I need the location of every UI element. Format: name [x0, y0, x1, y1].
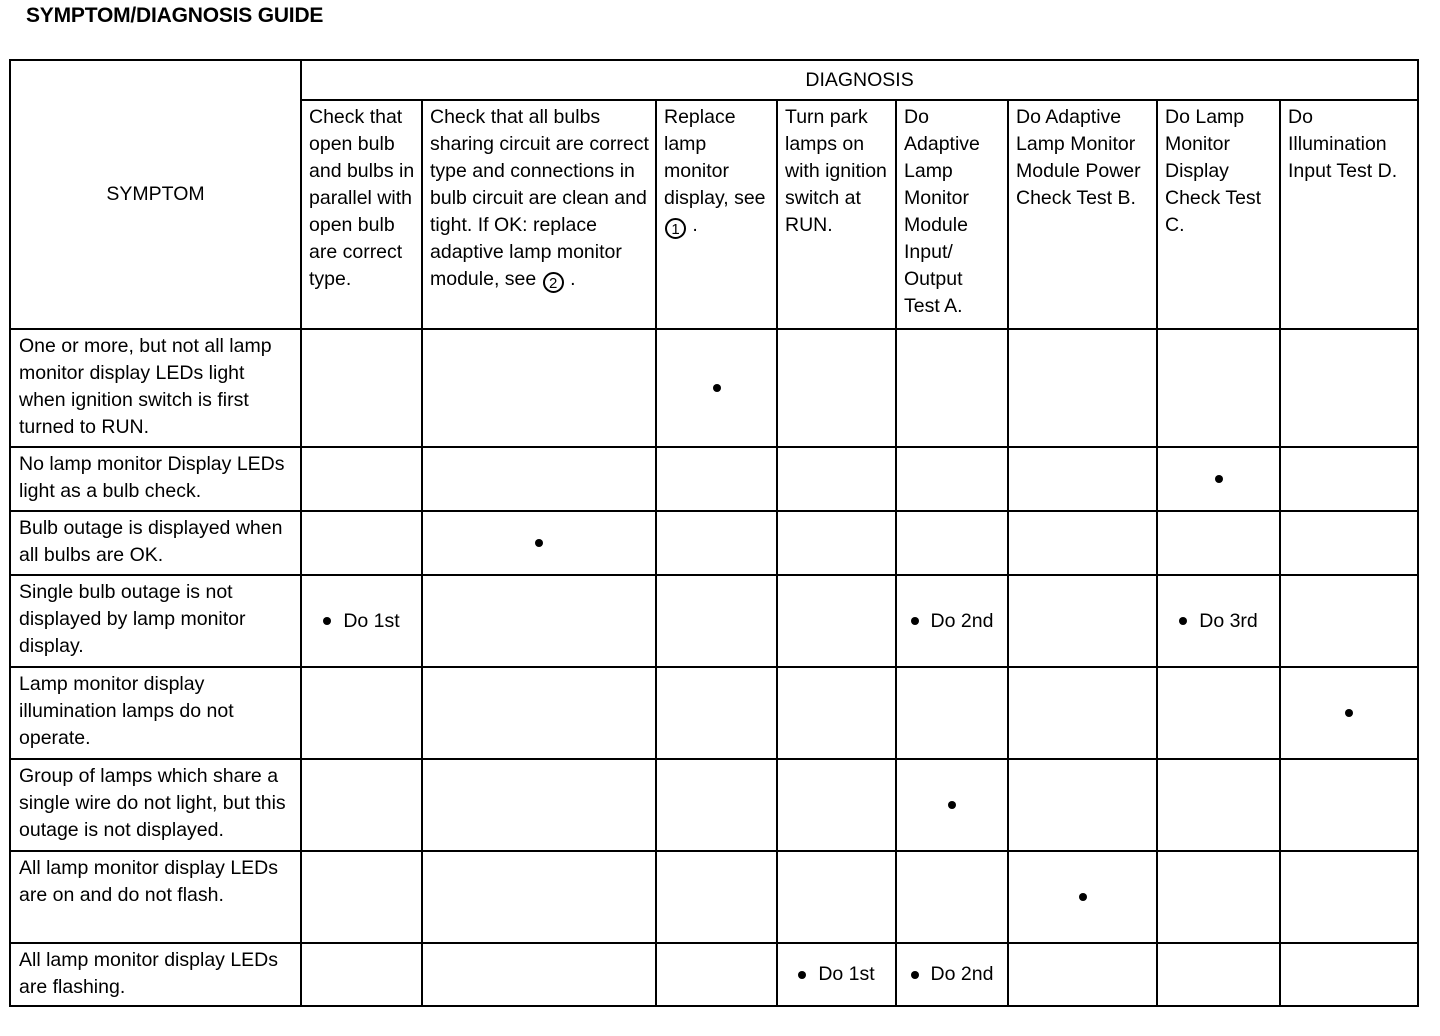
diagnosis-cell	[777, 575, 896, 667]
diagnosis-cell	[1008, 943, 1157, 1006]
diagnosis-mark	[798, 961, 874, 988]
diagnosis-cell	[656, 759, 777, 851]
diagnosis-cell	[656, 447, 777, 511]
diagnosis-cell	[1008, 667, 1157, 759]
table-row	[10, 943, 1418, 1006]
table-row	[10, 667, 1418, 759]
bullet-dot-icon	[1215, 475, 1223, 483]
diagnosis-col-text-end: .	[570, 268, 576, 290]
symptom-cell: Group of lamps which share a single wire do not light, but this outage is not displayed.	[10, 759, 301, 851]
diagnosis-mark	[1079, 884, 1087, 911]
symptom-cell: One or more, but not all lamp monitor display LEDs light when ignition switch is first turned to RUN.	[10, 329, 301, 447]
bullet-dot-icon	[1179, 617, 1187, 625]
symptom-cell: No lamp monitor Display LEDs light as a bulb check.	[10, 447, 301, 511]
diagnosis-cell	[422, 943, 656, 1006]
diagnosis-mark	[948, 792, 956, 819]
table-row	[10, 851, 1418, 943]
diagnosis-cell	[422, 759, 656, 851]
diagnosis-cell	[777, 667, 896, 759]
diagnosis-cell	[1157, 575, 1280, 667]
diagnosis-cell	[1008, 851, 1157, 943]
diagnosis-cell	[896, 575, 1008, 667]
diagnosis-cell	[896, 447, 1008, 511]
diagnosis-cell	[1157, 329, 1280, 447]
diagnosis-cell	[1280, 511, 1418, 575]
diagnosis-cell	[301, 943, 422, 1006]
bullet-dot-icon	[1345, 709, 1353, 717]
table-row	[10, 511, 1418, 575]
table-row	[10, 447, 1418, 511]
diagnosis-cell	[301, 851, 422, 943]
symptom-diagnosis-table	[9, 59, 1419, 1007]
diagnosis-mark	[911, 607, 994, 634]
diagnosis-cell	[301, 667, 422, 759]
bullet-dot-icon	[713, 384, 721, 392]
symptom-cell: Single bulb outage is not displayed by lamp monitor display.	[10, 575, 301, 667]
diagnosis-cell	[1280, 851, 1418, 943]
table-row	[10, 575, 1418, 667]
diagnosis-col-text: Check that all bulbs sharing circuit are correct type and connections in bulb circuit are clean and tight. If OK: replace adaptive lamp monitor module, see	[430, 106, 649, 290]
bullet-dot-icon	[911, 617, 919, 625]
diagnosis-cell	[656, 851, 777, 943]
diagnosis-col-text: Turn park lamps on with ignition switch at RUN.	[785, 106, 887, 236]
diagnosis-order-label: Do 3rd	[1199, 609, 1258, 632]
symptom-cell: All lamp monitor display LEDs are on and do not flash.	[10, 851, 301, 943]
diagnosis-cell	[656, 943, 777, 1006]
diagnosis-cell	[656, 575, 777, 667]
diagnosis-cell	[1008, 511, 1157, 575]
diagnosis-cell	[301, 447, 422, 511]
diagnosis-cell	[656, 667, 777, 759]
diagnosis-col-text-end: .	[692, 214, 698, 236]
diagnosis-cell	[656, 329, 777, 447]
diagnosis-cell	[1008, 759, 1157, 851]
diagnosis-col-text: Replace lamp monitor display, see	[664, 106, 766, 209]
diagnosis-cell	[1280, 759, 1418, 851]
diagnosis-cell	[1008, 575, 1157, 667]
diagnosis-cell	[1008, 329, 1157, 447]
diagnosis-order-label: Do 2nd	[930, 609, 994, 632]
page-title: SYMPTOM/DIAGNOSIS GUIDE	[26, 4, 324, 27]
reference-circle-2: 2	[543, 272, 564, 293]
diagnosis-cell	[896, 667, 1008, 759]
bullet-dot-icon	[798, 971, 806, 979]
diagnosis-cell	[301, 759, 422, 851]
diagnosis-cell	[777, 851, 896, 943]
symptom-header: SYMPTOM	[10, 60, 301, 329]
diagnosis-mark	[911, 961, 994, 988]
diagnosis-cell	[777, 943, 896, 1006]
diagnosis-cell	[1280, 575, 1418, 667]
diagnosis-cell	[1157, 667, 1280, 759]
diagnosis-cell	[301, 511, 422, 575]
diagnosis-cell	[1157, 511, 1280, 575]
diagnosis-col-test-b	[1008, 100, 1157, 329]
bullet-dot-icon	[911, 971, 919, 979]
diagnosis-cell	[777, 511, 896, 575]
diagnosis-col-check-open-bulb	[301, 100, 422, 329]
diagnosis-cell	[1280, 943, 1418, 1006]
diagnosis-cell	[777, 447, 896, 511]
bullet-dot-icon	[1079, 893, 1087, 901]
diagnosis-cell	[1157, 759, 1280, 851]
diagnosis-mark	[1215, 466, 1223, 493]
diagnosis-cell	[777, 329, 896, 447]
diagnosis-cell	[422, 447, 656, 511]
bullet-dot-icon	[535, 539, 543, 547]
reference-circle-1: 1	[665, 218, 686, 239]
diagnosis-mark	[1179, 607, 1258, 634]
diagnosis-cell	[1280, 329, 1418, 447]
diagnosis-cell	[896, 329, 1008, 447]
diagnosis-cell	[896, 759, 1008, 851]
diagnosis-order-label: Do 1st	[818, 963, 875, 986]
diagnosis-cell	[656, 511, 777, 575]
diagnosis-cell	[1008, 447, 1157, 511]
symptom-cell: Lamp monitor display illumination lamps do not operate.	[10, 667, 301, 759]
diagnosis-col-text: Do Lamp Monitor Display Check Test C.	[1165, 106, 1262, 236]
table-row	[10, 759, 1418, 851]
bullet-dot-icon	[948, 801, 956, 809]
diagnosis-cell	[896, 851, 1008, 943]
diagnosis-col-text: Do Adaptive Lamp Monitor Module Input/ Output Test A.	[904, 106, 980, 317]
diagnosis-cell	[301, 329, 422, 447]
diagnosis-col-check-all-bulbs	[422, 100, 656, 329]
diagnosis-mark	[535, 530, 543, 557]
diagnosis-cell	[422, 667, 656, 759]
diagnosis-cell	[1157, 851, 1280, 943]
table-row	[10, 329, 1418, 447]
diagnosis-order-label: Do 1st	[343, 609, 400, 632]
diagnosis-header: DIAGNOSIS	[301, 60, 1418, 100]
diagnosis-cell	[422, 511, 656, 575]
diagnosis-cell	[1280, 667, 1418, 759]
diagnosis-cell	[896, 511, 1008, 575]
diagnosis-cell	[422, 329, 656, 447]
diagnosis-cell	[1157, 943, 1280, 1006]
diagnosis-col-replace-display	[656, 100, 777, 329]
diagnosis-mark	[323, 607, 399, 634]
diagnosis-cell	[896, 943, 1008, 1006]
diagnosis-cell	[777, 759, 896, 851]
diagnosis-col-text: Do Illumination Input Test D.	[1288, 106, 1398, 182]
diagnosis-col-text: Do Adaptive Lamp Monitor Module Power Check Test B.	[1016, 106, 1141, 209]
symptom-cell: All lamp monitor display LEDs are flashing.	[10, 943, 301, 1006]
diagnosis-order-label: Do 2nd	[930, 963, 994, 986]
diagnosis-col-turn-park-lamps	[777, 100, 896, 329]
diagnosis-cell	[422, 851, 656, 943]
diagnosis-mark	[713, 375, 721, 402]
diagnosis-col-test-d	[1280, 100, 1418, 329]
diagnosis-cell	[422, 575, 656, 667]
diagnosis-cell	[1157, 447, 1280, 511]
diagnosis-cell	[1280, 447, 1418, 511]
diagnosis-col-test-a	[896, 100, 1008, 329]
diagnosis-col-text: Check that open bulb and bulbs in parallel with open bulb are correct type.	[309, 106, 415, 290]
diagnosis-mark	[1345, 700, 1353, 727]
diagnosis-col-test-c	[1157, 100, 1280, 329]
diagnosis-cell	[301, 575, 422, 667]
symptom-cell: Bulb outage is displayed when all bulbs are OK.	[10, 511, 301, 575]
bullet-dot-icon	[323, 617, 331, 625]
